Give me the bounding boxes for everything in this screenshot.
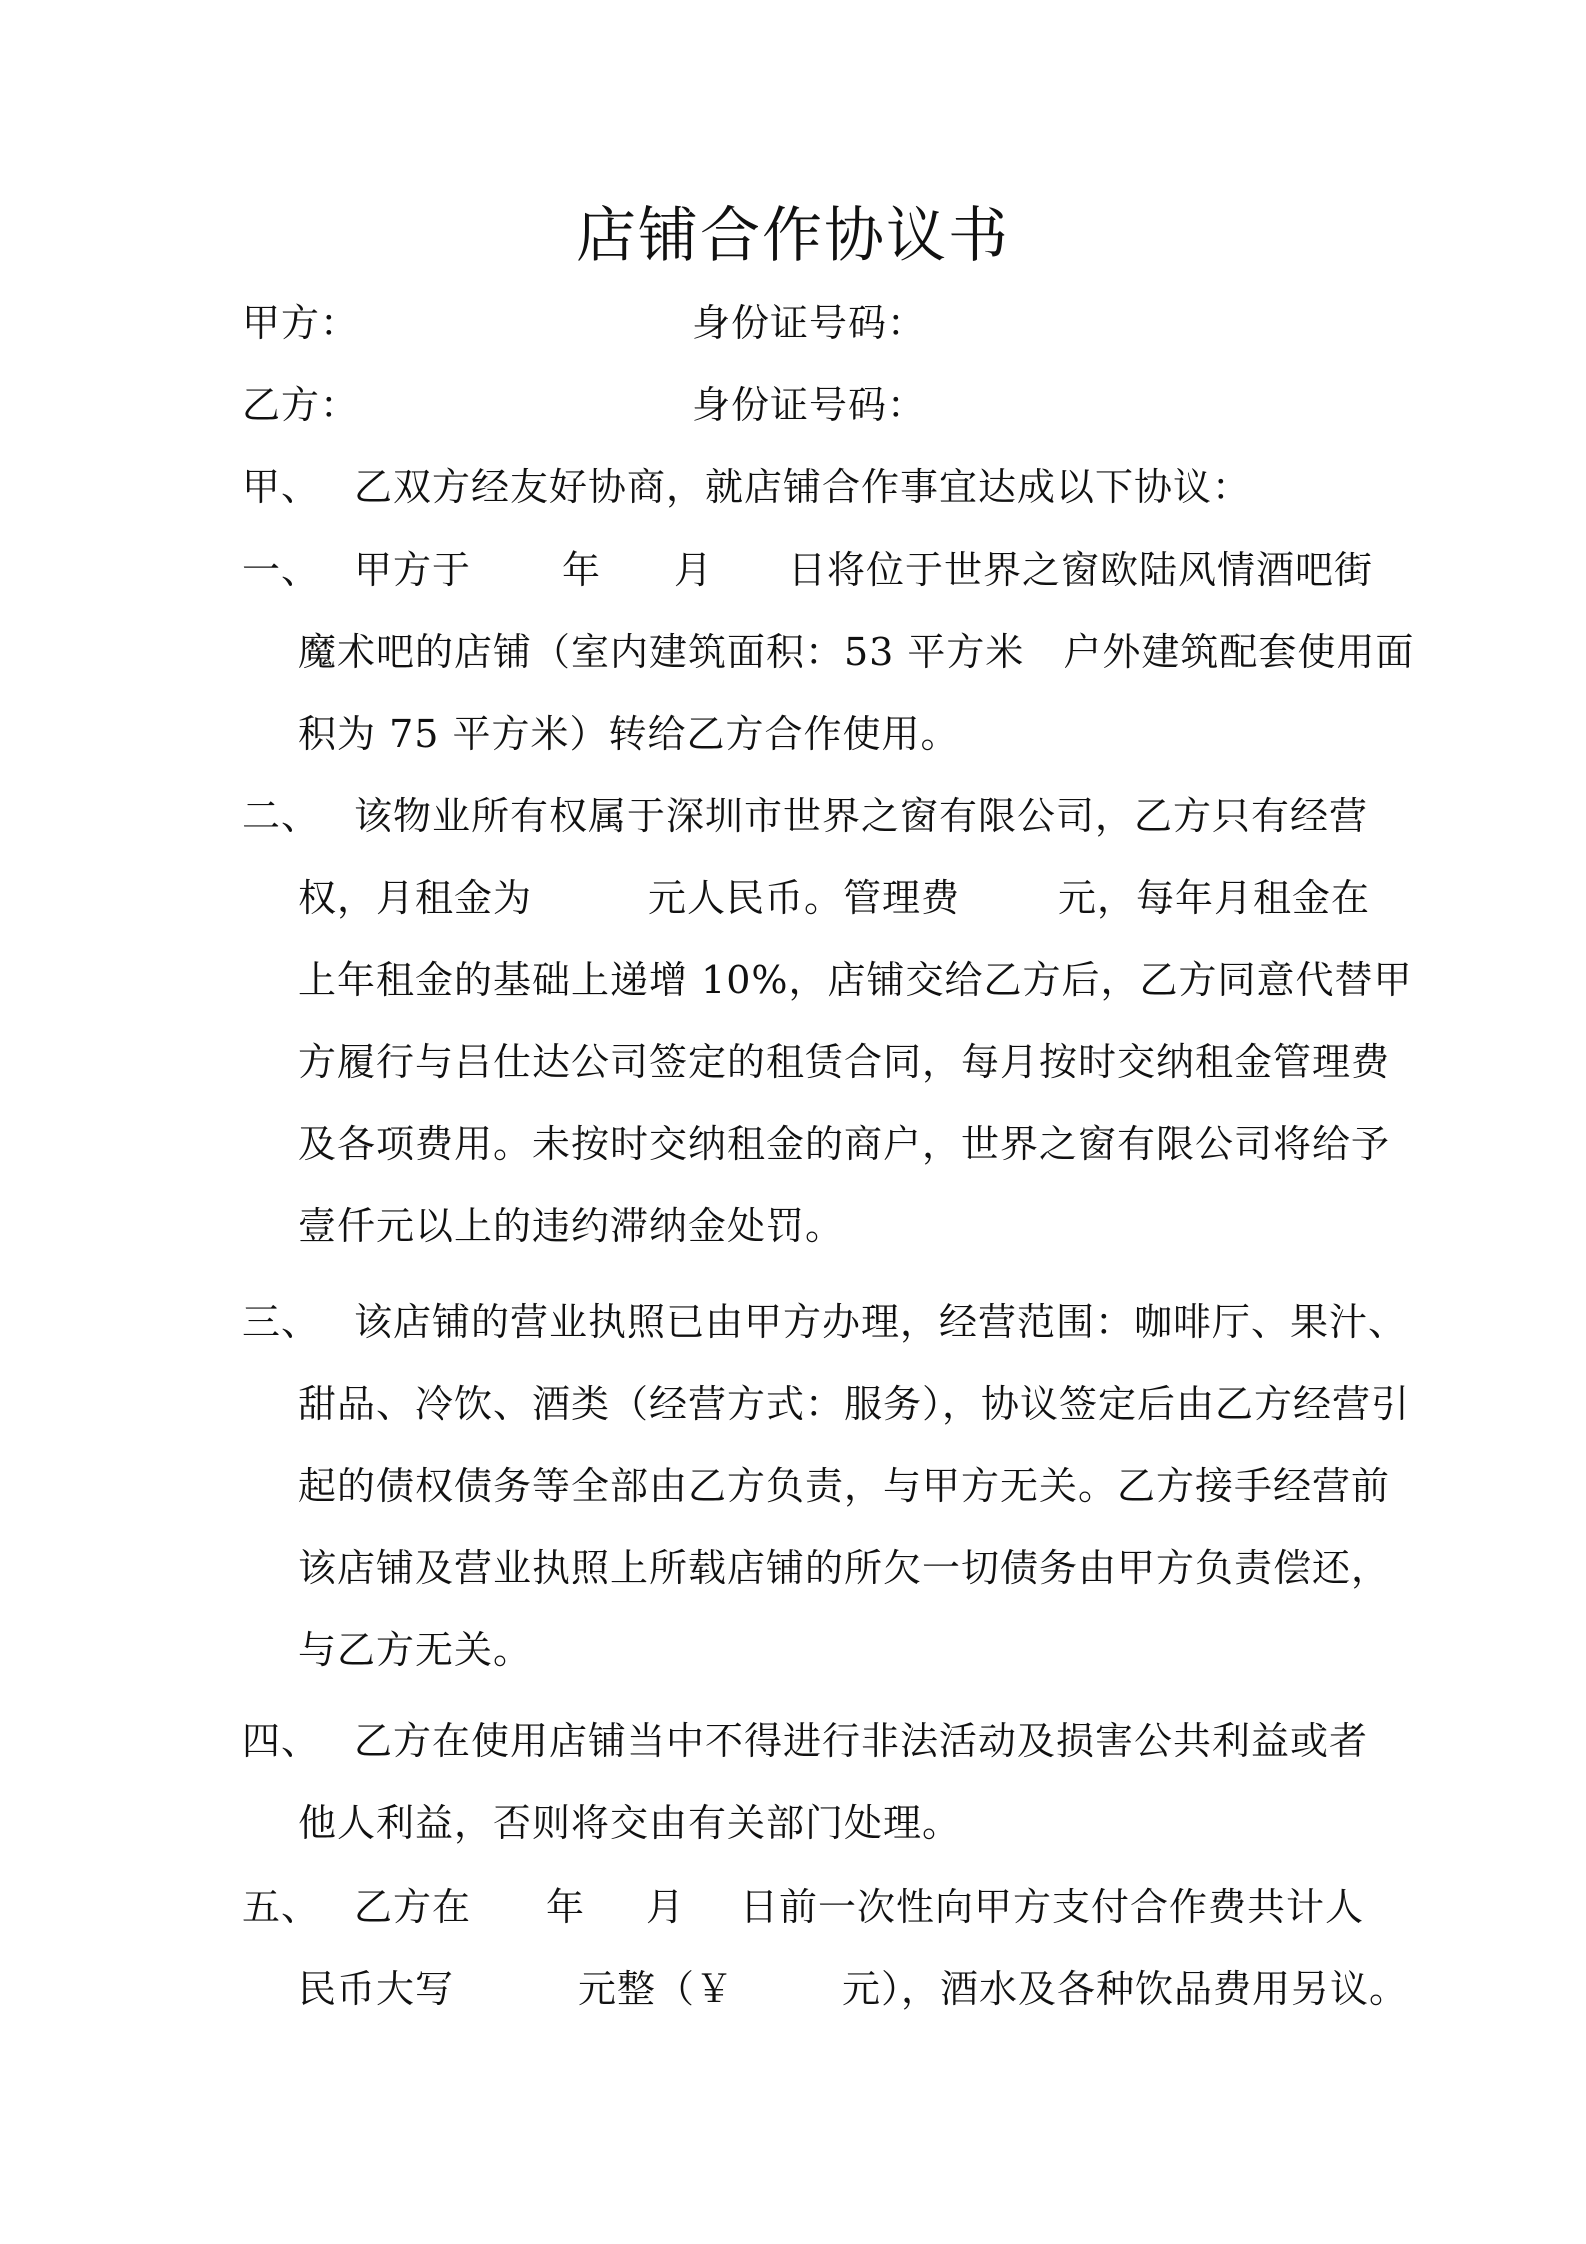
clause-3-line: 与乙方无关。 <box>298 1628 533 1672</box>
clause-5-text-a: 乙方在 <box>354 1885 472 1929</box>
party-a-id-label: 身份证号码： <box>692 301 927 345</box>
clause-3-line: 起的债权债务等全部由乙方负责，与甲方无关。乙方接手经营前 <box>298 1464 1391 1508</box>
clause-5-text-d: 日前一次性向甲方支付合作费共计人 <box>740 1885 1365 1929</box>
clause-1-line: 魔术吧的店铺（室内建筑面积：53 平方米 户外建筑配套使用面 <box>298 630 1415 674</box>
clause-2-line: 及各项费用。未按时交纳租金的商户，世界之窗有限公司将给予 <box>298 1122 1391 1166</box>
clause-1-text-b: 年 <box>562 548 602 592</box>
clause-4-marker: 四、 <box>242 1719 321 1763</box>
clause-5-marker: 五、 <box>242 1885 321 1929</box>
intro-text: 乙双方经友好协商，就店铺合作事宜达成以下协议： <box>354 465 1252 509</box>
clause-1-marker: 一、 <box>242 548 321 592</box>
clause-5-text-e: 民币大写 <box>298 1967 455 2011</box>
intro-marker: 甲、 <box>242 465 321 509</box>
clause-2-line: 方履行与吕仕达公司签定的租赁合同，每月按时交纳租金管理费 <box>298 1040 1391 1084</box>
clause-1-text-c: 月 <box>674 548 714 592</box>
clause-5-text-g: 元），酒水及各种饮品费用另议。 <box>842 1967 1409 2011</box>
document-title: 店铺合作协议书 <box>576 201 1010 271</box>
clause-5-text-f: 元整（￥ <box>578 1967 735 2011</box>
clause-2-marker: 二、 <box>242 794 321 838</box>
clause-1-text-a: 甲方于 <box>354 548 472 592</box>
party-a-label: 甲方： <box>242 301 360 345</box>
clause-5-text-c: 月 <box>646 1885 686 1929</box>
clause-3-line: 该店铺及营业执照上所载店铺的所欠一切债务由甲方负责偿还， <box>298 1546 1391 1590</box>
clause-2-line: 上年租金的基础上递增 10%，店铺交给乙方后，乙方同意代替甲 <box>298 958 1413 1002</box>
clause-5-text-b: 年 <box>546 1885 586 1929</box>
clause-3-first-line: 该店铺的营业执照已由甲方办理，经营范围：咖啡厅、果汁、 <box>354 1300 1408 1344</box>
party-b-label: 乙方： <box>242 383 360 427</box>
clause-3-line: 甜品、冷饮、酒类（经营方式：服务），协议签定后由乙方经营引 <box>298 1382 1411 1426</box>
party-b-id-label: 身份证号码： <box>692 383 927 427</box>
clause-2-first-line: 该物业所有权属于深圳市世界之窗有限公司，乙方只有经营 <box>354 794 1369 838</box>
clause-2-line: 壹仟元以上的违约滞纳金处罚。 <box>298 1204 845 1248</box>
clause-1-text-d: 日将位于世界之窗欧陆风情酒吧街 <box>788 548 1374 592</box>
clause-3-marker: 三、 <box>242 1300 321 1344</box>
clause-2-text-c: 元，每年月租金在 <box>1058 876 1371 920</box>
clause-1-line: 积为 75 平方米）转给乙方合作使用。 <box>298 712 960 756</box>
clause-4-first-line: 乙方在使用店铺当中不得进行非法活动及损害公共利益或者 <box>354 1719 1369 1763</box>
clause-2-text-a: 权，月租金为 <box>298 876 533 920</box>
clause-2-text-b: 元人民币。管理费 <box>648 876 961 920</box>
clause-4-line: 他人利益，否则将交由有关部门处理。 <box>298 1801 962 1845</box>
